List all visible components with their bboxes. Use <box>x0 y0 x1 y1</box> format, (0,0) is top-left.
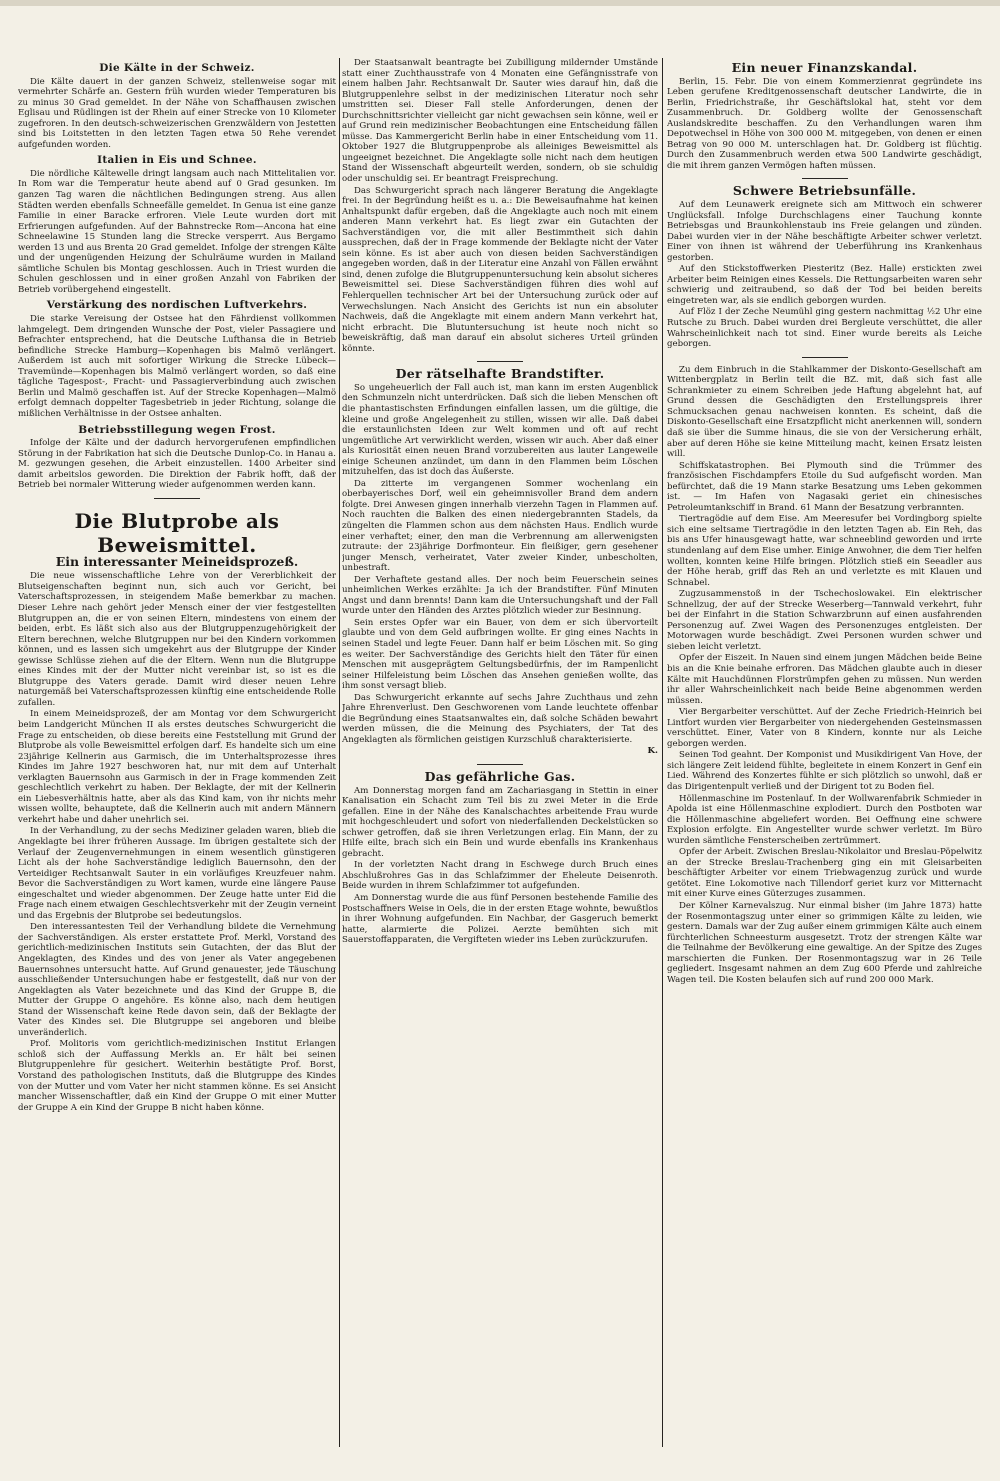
article-heading-arsonist: Der rätselhafte Brandstifter. <box>395 366 605 382</box>
article-text: Die nördliche Kältewelle dringt langsam auch nach Mittelitalien vor. In Rom war die Temperatur heute abend auf 0 Grad gesunken. Im ganzen Tag waren die nächtlichen Bedingungen streng. Aus allen Städten werden ebenfalls Schneefälle gemeldet. In Genua ist eine ganze Familie in einer Baracke erfroren. Viele Leute wurden dort mit Erfrierungen aufgefunden. Auf der Bahnstrecke Rom—Ancona hat eine Schneelawine 15 Stunden lang die Strecke versperrt. Aus Bergamo werden 13 und aus Brenta 20 Grad gemeldet. Infolge der strengen Kälte und der ungenügenden Heizung der Schulräume wurden in Mailand sämtliche Schulen bis Montag geschlossen. Auch in Triest wurden die Schulen geschlossen und in einer großen Anzahl von Fabriken der Betrieb vorübergehend eingestellt. <box>18 168 336 295</box>
article-text: Tiertragödie auf dem Eise. Am Meeresufer bei Vordingborg spielte sich eine seltsame Tiertragödie in den letzten Tagen ab. Ein Reh, das bis ans Ufer hinausgewagt hatte, war schneeblind geworden und irrte stundenlang auf dem Eise umher. Einige Anwohner, die dem Tier helfen wollten, konnten keine Hilfe bringen. Plötzlich stieß ein Seeadler aus der Höhe herab, griff das Reh an und verletzte es mit Klauen und Schnabel. <box>667 514 982 588</box>
article-text: Der Kölner Karnevalszug. Nur einmal bisher (im Jahre 1873) hatte der Rosenmontagszug unter einer so grimmigen Kälte zu leiden, wie gestern. Damals war der Zug außer einem grimmigen Kälte auch einem fürchterlichen Schneesturm ausgesetzt. Trotz der strengen Kälte war die Teilnahme der Bevölkerung eine gewaltige. An der Spitze des Zuges marschierten die Funken. Der Rosenmontagszug war in 26 Teile gegliedert. Insgesamt nahmen an dem Zug 600 Pferde und zahlreiche Wagen teil. Die Kosten belaufen sich auf rund 200 000 Mark. <box>667 901 982 985</box>
article-heading-italy: Italien in Eis und Schnee. <box>97 154 257 167</box>
article-text: So ungeheuerlich der Fall auch ist, man kann im ersten Augenblick den Schmunzeln nicht unterdrücken. Daß sich die lieben Menschen oft die phantastischsten Erfindungen einfallen lassen, um die gültige, die kleine und große Angelegenheit zu stillen, wissen wir alle. Daß dabei die erstaunlichsten Ideen zur Welt kommen und oft auf recht ungemütliche Art verwirklicht werden, wissen wir auch. Aber daß einer als Kuriosität einen neuen Brand vorzubereiten aus lauter Langeweile einige Scheunen anzündet, um dann in den Flammen beim Löschen mitzuhelfen, das ist doch das Äußerste. <box>342 382 658 478</box>
article-text: Am Donnerstag morgen fand am Zachariasgang in Stettin in einer Kanalisation ein Schacht zum Teil bis zu zwei Meter in die Erde gefallen. Eine in der Nähe des Kanalschachtes arbeitende Frau wurde mit hochgeschleudert und sofort von niederfallenden Deckelstücken so schwer getroffen, daß sie ihren Verletzungen erlag. Ein Mann, der zu Hilfe eilte, brach sich ein Bein und wurde ebenfalls ins Krankenhaus gebracht. <box>342 785 658 859</box>
article-text: Am Donnerstag wurde die aus fünf Personen bestehende Familie des Postschaffners Weise in Oels, die in der ersten Etage wohnte, bewußtlos in ihrer Wohnung aufgefunden. Ein Nachbar, der Gasgeruch bemerkt hatte, alarmierte die Polizei. Aerzte bemühten sich mit Sauerstoffapparaten, die Vergifteten wieder ins Leben zurückzurufen. <box>342 893 658 946</box>
section-divider <box>802 357 848 358</box>
article-text: In einem Meineidsprozeß, der am Montag vor dem Schwurgericht beim Landgericht München II als erstes deutsches Schwurgericht die Frage zu entscheiden, ob diese bereits eine Feststellung mit Grund der Blutprobe als volle Beweismittel erfolgen darf. Es handelte sich um eine 23jährige Kellnerin aus Garmisch, die im Unterhaltsprozesse ihres Kindes im Jahre 1927 beschworen hat, nur mit dem auf Unterhalt verklagten Bauernsohn aus Garmisch in der in Frage kommenden Zeit geschlechtlich verkehrt zu haben. Der Beklagte, der mit der Kellnerin ein Liebesverhältnis hatte, aber als das Kind kam, von ihr nichts mehr wissen wollte, behauptete, daß die Kellnerin auch mit andern Männern verkehrt habe und daher unehrlich sei. <box>18 709 336 825</box>
article-text: Höllenmaschine im Postenlauf. In der Wollwarenfabrik Schmieder in Apolda ist eine Höllenmaschine explodiert. Durch den Postboten war die Höllenmaschine abgeliefert worden. Bei Oeffnung eine schwere Explosion erfolgte. Ein Angestellter wurde schwer verletzt. Im Büro wurden sämtliche Fensterscheiben zertrümmert. <box>667 793 982 846</box>
column-rule <box>339 58 340 1447</box>
article-text: Der Staatsanwalt beantragte bei Zubilligung mildernder Umstände statt einer Zuchthausstrafe von 4 Monaten eine Gefängnisstrafe von einem halben Jahr. Rechtsanwalt Dr. Sauter wies darauf hin, daß die Blutgruppenlehre selbst in der medizinischen Literatur noch sehr umstritten sei. Dieser Fall stelle Anforderungen, denen der Durchschnittsrichter vielleicht gar nicht gewachsen sein könne, weil er auf Grund rein medizinischer Beobachtungen eine Entscheidung fällen müsse. Das Kammergericht Berlin habe in einer Entscheidung vom 11. Oktober 1927 die Blutgruppenprobe als alleiniges Beweismittel als ungeeignet bezeichnet. Die Angeklagte solle nicht nach dem heutigen Stand der Wissenschaft abgeurteilt werden, sondern, ob sie schuldig oder unschuldig sei. Er beantragt Freisprechung. <box>342 58 658 185</box>
main-subheadline: Ein interessanter Meineidsprozeß. <box>55 553 299 569</box>
article-text: Die Kälte dauert in der ganzen Schweiz, stellenweise sogar mit vermehrter Schärfe an. Gestern früh wurden wieder Temperaturen bis zu minus 30 Grad gemeldet. In der Nähe von Schaffhausen zwischen Eglisau und Rüdlingen ist der Rhein auf einer Strecke von 10 Kilometer zugefroren. In den deutsch-schweizerischen Grenzwäldern von Jestetten sind bis Loitstetten in den letzten Tagen etwa 50 Rehe verendet aufgefunden worden. <box>18 76 336 150</box>
article-text: Schiffskatastrophen. Bei Plymouth sind die Trümmer des französischen Fischdampfers Etoile du Sud aufgefischt worden. Man befürchtet, daß die 19 Mann starke Besatzung ums Leben gekommen ist. — Im Hafen von Nagasaki geriet ein chinesisches Petroleumtankschiff in Brand. 61 Mann der Besatzung verbrannten. <box>667 460 982 513</box>
article-text: Sein erstes Opfer war ein Bauer, von dem er sich übervorteilt glaubte und von dem Geld aufbringen wollte. Er ging eines Nachts in seinen Stadel und legte Feuer. Dann half er beim Löschen mit. So ging es weiter. Der Sachverständige des Gerichts hielt den Täter für einen Menschen mit ausgeprägtem Geltungsbedürfnis, der im Rampenlicht seiner Hilfeleistung beim Löschen das Ansehen genießen wollte, das ihm sonst versagt blieb. <box>342 617 658 692</box>
article-text: In der vorletzten Nacht drang in Eschwege durch Bruch eines Abschlußrohres Gas in das Schlafzimmer der Eheleute Deisenroth. Beide wurden in ihrem Schlafzimmer tot aufgefunden. <box>342 860 658 892</box>
article-text: In der Verhandlung, zu der sechs Mediziner geladen waren, blieb die Angeklagte bei ihrer früheren Aussage. Im übrigen gestaltete sich der Verlauf der Zeugenvernehmungen in einem wesentlich günstigeren Licht als der hohe Sachverständige lediglich Bauernsohn, den der Verteidiger Rechtsanwalt Sauter in ein vorläufiges Kreuzfeuer nahm. Bevor die Sachverständigen zu Wort kamen, wurde eine längere Pause eingeschaltet und wieder abgenommen. Der Zeuge hatte unter Eid die Frage nach einem etwaigen Geschlechtsverkehr mit der Zeugin verneint und das Ergebnis der Blutprobe sei bedeutungslos. <box>18 826 336 921</box>
article-text: Zu dem Einbruch in die Stahlkammer der Diskonto-Gesellschaft am Wittenbergplatz in Berlin teilt die BZ. mit, daß sich fast alle Schrankmieter zu einem Schreiben jede Haftung abgelehnt hat, auf Grund dessen die Geschädigten den Erstellungspreis ihrer Schmucksachen genau nachweisen konnten. Es scheint, daß die Diskonto-Gesellschaft eine Ersatzpflicht nicht anerkennen will, sondern daß sie über die Summe hinaus, die sie von der Versicherung erhält, aber auf deren Höhe sie keine Mitteilung macht, keinen Ersatz leisten will. <box>667 364 982 460</box>
article-text: Opfer der Eiszeit. In Nauen sind einem jungen Mädchen beide Beine bis an die Knie beinahe erfroren. Das Mädchen glaubte auch in dieser Kälte mit Hauchdünnen Florstrümpfen gehen zu müssen. Nun werden ihr aller Wahrscheinlichkeit nach beide Beine abgenommen werden müssen. <box>667 653 982 706</box>
article-heading-factory-closure: Betriebsstillegung wegen Frost. <box>78 423 276 436</box>
main-headline: Die Blutprobe als Beweismittel. <box>74 508 280 557</box>
column-middle <box>342 58 658 1451</box>
article-heading-cold-switzerland: Die Kälte in der Schweiz. <box>99 62 255 74</box>
article-text: Die neue wissenschaftliche Lehre von der Vererblichkeit der Blutseigenschaften beginnt nun, sich auch vor Gericht, bei Vaterschaftsprozessen, in steigendem Maße bemerkbar zu machen. Dieser Lehre nach gehört jeder Mensch einer der vier festgestellten Blutgruppen an, die er von seinen Eltern, mindestens von einem der beiden, erbt. Es läßt sich also aus der Blutgruppenzugehörigkeit der Eltern berechnen, welche Blutgruppen nur bei den Kindern vorkommen können, und es lassen sich umgekehrt aus der Blutgruppe der Kinder gewisse Schlüsse ziehen auf die der Eltern. Wenn nun die Blutgruppe eines Kindes mit der der Mutter nicht vereinbar ist, so ist es die Blutgruppe des Vaters gerade. Damit wird dieser neuen Lehre naturgemäß bei Vaterschaftsprozessen künftig eine entscheidende Rolle zufallen. <box>18 571 336 708</box>
article-text: Prof. Molitoris vom gerichtlich-medizinischen Institut Erlangen schloß sich der Auffassung Merkls an. Er hält bei seinen Blutgruppenlehre für gesichert. Weiterhin bestätigte Prof. Borst, Vorstand des pathologischen Instituts, daß die Blutgruppe des Kindes von der Mutter und vom Vater her nicht stammen könne. Es sei Ansicht mancher Wissenschaftler, daß ein Kind der Gruppe O mit einer Mutter der Gruppe A ein Kind der Gruppe B nicht haben könne. <box>18 1039 336 1113</box>
author-initial: K. <box>647 746 658 757</box>
section-divider <box>477 361 523 362</box>
column-rule <box>662 58 663 1447</box>
article-text: Da zitterte im vergangenen Sommer wochenlang ein oberbayerisches Dorf, weil ein geheimnisvoller Brand dem andern folgte. Drei Anwesen gingen innerhalb vierzehn Tagen in Flammen auf. Noch rauchten die Balken des einen niedergebrannten Stadels, da züngelten die Flammen schon aus dem nächsten Haus. Endlich wurde einer verhaftet; einer, den man die Verbrennung am allerwenigsten zutraute: der 23jährige Dorfmonteur. Ein fleißiger, gern gesehener junger Mensch, verheiratet, Vater zweier Kinder, unbescholten, unbestraft. <box>342 478 658 574</box>
article-heading-gas: Das gefährliche Gas. <box>424 769 576 784</box>
section-divider <box>802 178 848 179</box>
article-text: Infolge der Kälte und der dadurch hervorgerufenen empfindlichen Störung in der Fabrikation hat sich die Deutsche Dunlop-Co. in Hanau a. M. gezwungen gesehen, die Arbeit einzustellen. 1400 Arbeiter sind damit arbeitslos geworden. Die Direktion der Fabrik hofft, daß der Betrieb bei normaler Witterung wieder aufgenommen werden kann. <box>18 438 336 491</box>
article-text: Seinen Tod geahnt. Der Komponist und Musikdirigent Van Hove, der sich längere Zeit leidend fühlte, begleitete in einem Konzert in Genf ein Lied. Während des Konzertes fühlte er sich plötzlich so unwohl, daß er das Dirigentenpult verließ und der Dirigent tot zu Boden fiel. <box>667 750 982 792</box>
column-left <box>18 58 336 1451</box>
article-text: Das Schwurgericht sprach nach längerer Beratung die Angeklagte frei. In der Begründung heißt es u. a.: Die Beweisaufnahme hat keinen Anhaltspunkt dafür ergeben, daß die Angeklagte auch noch mit einem anderen Mann verkehrt hat. Es liegt zwar ein Gutachten der Sachverständigen vor, die mit aller Bestimmtheit sich dahin aussprechen, daß der in Frage kommende der Beklagte nicht der Vater sein könne. Es ist aber auch von diesen beiden Sachverständigen angegeben worden, daß in der Literatur eine Anzahl von Fällen erwähnt sind, denen zufolge die Blutgruppenuntersuchung kein absolut sicheres Beweismittel sei. Diese Sachverständigen führen dies wohl auf Fehlerquellen technischer Art bei der Untersuchung zurück oder auf Verwechslungen. Nach Ansicht des Gerichts ist nun ein absoluter Nachweis, daß die Angeklagte mit einem andern Mann verkehrt hat, nicht erbracht. Die Blutuntersuchung ist heute noch nicht so beweiskräftig, daß man darauf ein absolut sicheres Urteil gründen könnte. <box>342 185 658 354</box>
article-heading-finance-scandal: Ein neuer Finanzskandal. <box>731 60 918 75</box>
article-heading-air-traffic: Verstärkung des nordischen Luftverkehrs. <box>46 299 308 312</box>
article-heading-accidents: Schwere Betriebsunfälle. <box>732 183 917 199</box>
article-text: Zugzusammenstoß in der Tschechoslowakei. Ein elektrischer Schnellzug, der auf der Strecke Weserberg—Tannwald verkehrt, fuhr bei der Einfahrt in die Station Schwarzbrunn auf einen ausfahrenden Personenzug auf. Zwei Wagen des Personenzuges entgleisten. Der Motorwagen wurde beschädigt. Zwei Personen wurden schwer und sieben leicht verletzt. <box>667 589 982 652</box>
article-text: Vier Bergarbeiter verschüttet. Auf der Zeche Friedrich-Heinrich bei Lintfort wurden vier Bergarbeiter von niedergehenden Gesteinsmassen verschüttet. Einer, Vater von 8 Kindern, konnte nur als Leiche geborgen werden. <box>667 707 982 749</box>
section-divider <box>154 498 200 499</box>
column-right <box>667 58 982 1451</box>
article-text: Opfer der Arbeit. Zwischen Breslau-Nikolaitor und Breslau-Pöpelwitz an der Strecke Breslau-Trachenberg ging ein mit Gleisarbeiten beschäftigter Arbeiter vor einem Triebwagenzug zurück und wurde getötet. Eine Lokomotive nach Tillendorf geriet kurz vor Mitternacht mit einer Kurve eines Güterzuges zusammen. <box>667 847 982 900</box>
article-text: Auf den Stickstoffwerken Piesteritz (Bez. Halle) erstickten zwei Arbeiter beim Reinigen eines Kessels. Die Rettungsarbeiten waren sehr schwierig und zeitraubend, so daß der Tod bei beiden bereits eingetreten war, als sie endlich geborgen wurden. <box>667 264 982 306</box>
article-text: Den interessantesten Teil der Verhandlung bildete die Vernehmung der Sachverständigen. Als erster erstattete Prof. Merkl, Vorstand des gerichtlich-medizinischen Instituts sein Gutachten, der das Blut der Angeklagten, des Kindes und des von jener als Vater angegebenen Bauernsohnes untersucht hatte. Auf Grund genauester, jede Täuschung ausschließender Untersuchungen habe er festgestellt, daß nur von der Angeklagten als Vater bezeichnete und das Kind der Gruppe B, die Mutter der Gruppe O angehöre. Es könne also, nach dem heutigen Stand der Wissenschaft keine Rede davon sein, daß der Beklagte der Vater des Kindes sei. Die Blutgruppe sei angeboren und bleibe unveränderlich. <box>18 922 336 1038</box>
article-text: Auf Flöz I der Zeche Neumühl ging gestern nachmittag ½2 Uhr eine Rutsche zu Bruch. Dabei wurden drei Bergleute verschüttet, die aller Wahrscheinlichkeit nach tot sind. Einer wurde bereits als Leiche geborgen. <box>667 307 982 350</box>
article-text: Der Verhaftete gestand alles. Der noch beim Feuerschein seines unheimlichen Werkes erzählte: Ja ich der Brandstifter. Fünf Minuten Angst und dann brennts! Dann kam die Untersuchungshaft und der Fall wurde unter den Händen des Arztes plötzlich wieder zur Besinnung. <box>342 574 658 617</box>
page-top-edge <box>0 0 1000 6</box>
section-divider <box>477 764 523 765</box>
article-text: Berlin, 15. Febr. Die von einem Kommerzienrat gegründete ins Leben gerufene Kreditgenossenschaft deutscher Landwirte, die in Berlin, Friedrichstraße, ihr Geschäftslokal hat, steht vor dem Zusammenbruch. Dr. Goldberg wollte der Genossenschaft Auslandskredite beschaffen. Zu den Verhandlungen waren ihm Depotwechsel in Höhe von 300 000 M. mitgegeben, von denen er einen Betrag von 90 000 M. unterschlagen hat. Dr. Goldberg ist flüchtig. Durch den Zusammenbruch werden etwa 500 Landwirte geschädigt, die mit ihrem ganzen Vermögen haften müssen. <box>667 76 982 171</box>
article-text: Auf dem Leunawerk ereignete sich am Mittwoch ein schwerer Unglücksfall. Infolge Durchschlagens einer Tauchung konnte Betriebsgas und Braunkohlenstaub ins Freie gelangen und zünden. Dabei wurden vier in der Nähe beschäftigte Arbeiter schwer verletzt. Einer von ihnen ist während der Ueberführung ins Krankenhaus gestorben. <box>667 200 982 263</box>
article-text: Die starke Vereisung der Ostsee hat den Fährdienst vollkommen lahmgelegt. Dem dringenden Wunsche der Post, vieler Passagiere und Befrachter entsprechend, hat die Deutsche Lufthansa die in Betrieb befindliche Strecke Hamburg—Kopenhagen bis Malmö verlängert. Außerdem ist auch mit sofortiger Wirkung die Strecke Lübeck—Travemünde—Kopenhagen bis Malmö verlängert worden, so daß eine tägliche Tagespost-, Fracht- und Passagierverbindung auch zwischen Berlin und Malmö geschaffen ist. Auf der Strecke Kopenhagen—Malmö erfolgt demnach doppelter Tagesbetrieb in jeder Richtung, solange die mißlichen Verhältnisse in der Ostsee anhalten. <box>18 314 336 419</box>
article-text: Das Schwurgericht erkannte auf sechs Jahre Zuchthaus und zehn Jahre Ehrenverlust. Den Geschworenen vom Lande leuchtete offenbar die Begründung eines Staatsanwaltes ein, daß solche Schäden bewahrt werden müssen, die die Meinung des Psychiaters, der Tat des Angeklagten als förmlichen geistigen Kurzschluß charakterisierte. <box>342 692 658 745</box>
